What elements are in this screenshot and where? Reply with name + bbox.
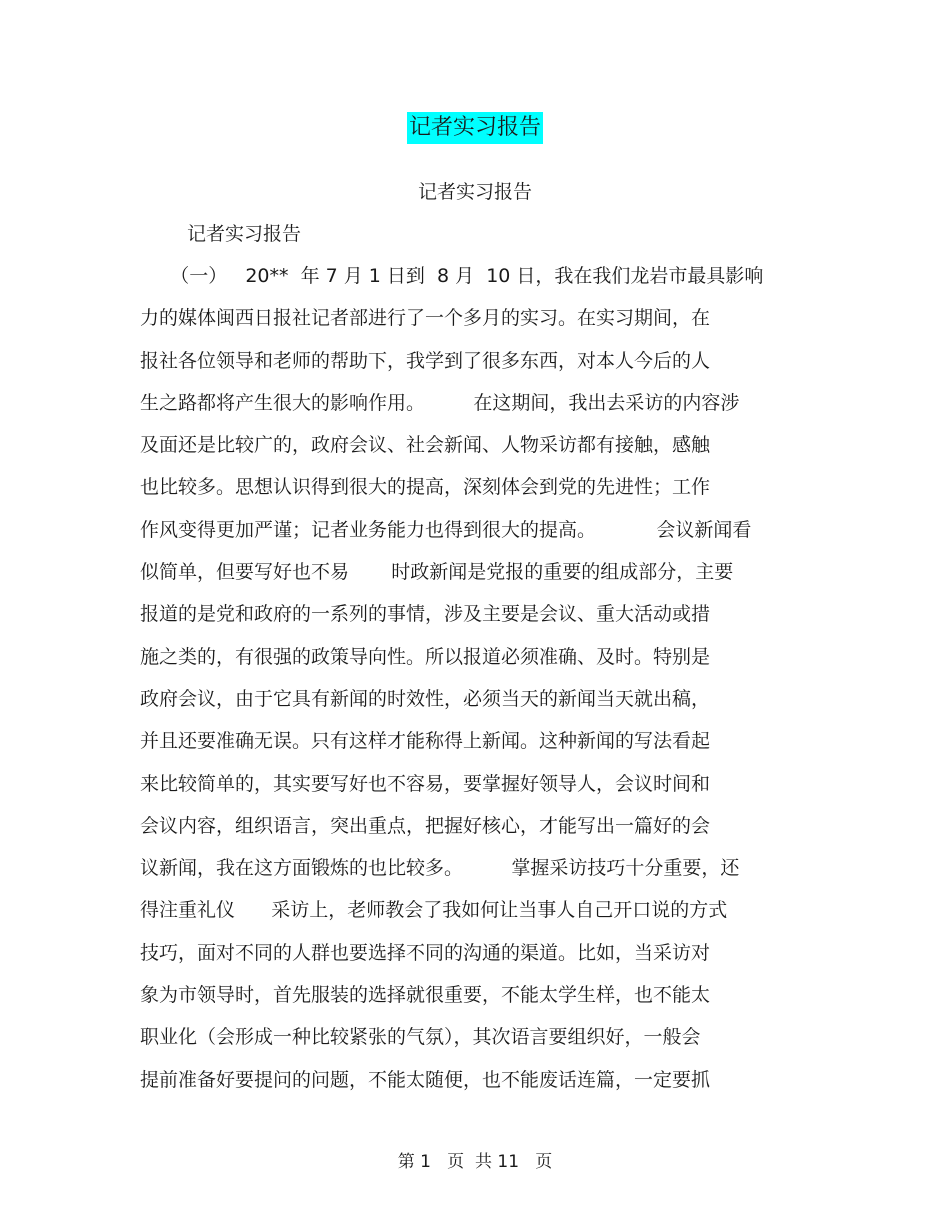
body-line: 施之类的，有很强的政策导向性。所以报道必须准确、及时。特别是 — [140, 645, 711, 668]
body-line: 似简单，但要写好也不易 时政新闻是党报的重要的组成部分，主要 — [140, 561, 734, 584]
body-line: 提前准备好要提问的问题，不能太随便，也不能废话连篇，一定要抓 — [140, 1068, 711, 1091]
body-line: 议新闻，我在这方面锻炼的也比较多。 掌握采访技巧十分重要，还 — [140, 857, 740, 880]
body-line: 报道的是党和政府的一系列的事情，涉及主要是会议、重大活动或措 — [140, 603, 711, 626]
body-line: 报社各位领导和老师的帮助下，我学到了很多东西，对本人今后的人 — [140, 349, 711, 372]
body-line: 也比较多。思想认识得到很大的提高，深刻体会到党的先进性；工作 — [140, 476, 711, 499]
document-subtitle: 记者实习报告 — [417, 181, 532, 203]
body-line: 职业化（会形成一种比较紧张的气氛），其次语言要组织好，一般会 — [140, 1026, 701, 1049]
body-line: 并且还要准确无误。只有这样才能称得上新闻。这种新闻的写法看起 — [140, 730, 711, 753]
body-line: 生之路都将产生很大的影响作用。 在这期间，我出去采访的内容涉 — [140, 391, 740, 414]
body-line: 得注重礼仪 采访上，老师教会了我如何让当事人自己开口说的方式 — [140, 899, 728, 922]
document-title: 记者实习报告 — [407, 112, 543, 144]
body-line: 技巧，面对不同的人群也要选择不同的沟通的渠道。比如，当采访对 — [140, 941, 711, 964]
body-line: 会议内容，组织语言，突出重点，把握好核心，才能写出一篇好的会 — [140, 814, 711, 837]
body-line: 力的媒体闽西日报社记者部进行了一个多月的实习。在实习期间，在 — [140, 307, 711, 330]
body-line: 来比较简单的，其实要写好也不容易，要掌握好领导人，会议时间和 — [140, 772, 711, 795]
body-line: （一） 20** 年 7 月 1 日到 8 月 10 日，我在我们龙岩市最具影响 — [140, 265, 764, 287]
body-line: 象为市领导时，首先服装的选择就很重要，不能太学生样，也不能太 — [140, 984, 711, 1007]
page-footer: 第 1 页 共 11 页 — [397, 1152, 553, 1172]
title-container — [0, 112, 950, 144]
body-line: 作风变得更加严谨；记者业务能力也得到很大的提高。 会议新闻看 — [140, 518, 752, 541]
body-line: 政府会议，由于它具有新闻的时效性，必须当天的新闻当天就出稿， — [140, 687, 711, 710]
body-line: 及面还是比较广的，政府会议、社会新闻、人物采访都有接触，感触 — [140, 434, 711, 457]
body-text — [140, 262, 820, 1108]
section-heading: 记者实习报告 — [187, 223, 302, 245]
